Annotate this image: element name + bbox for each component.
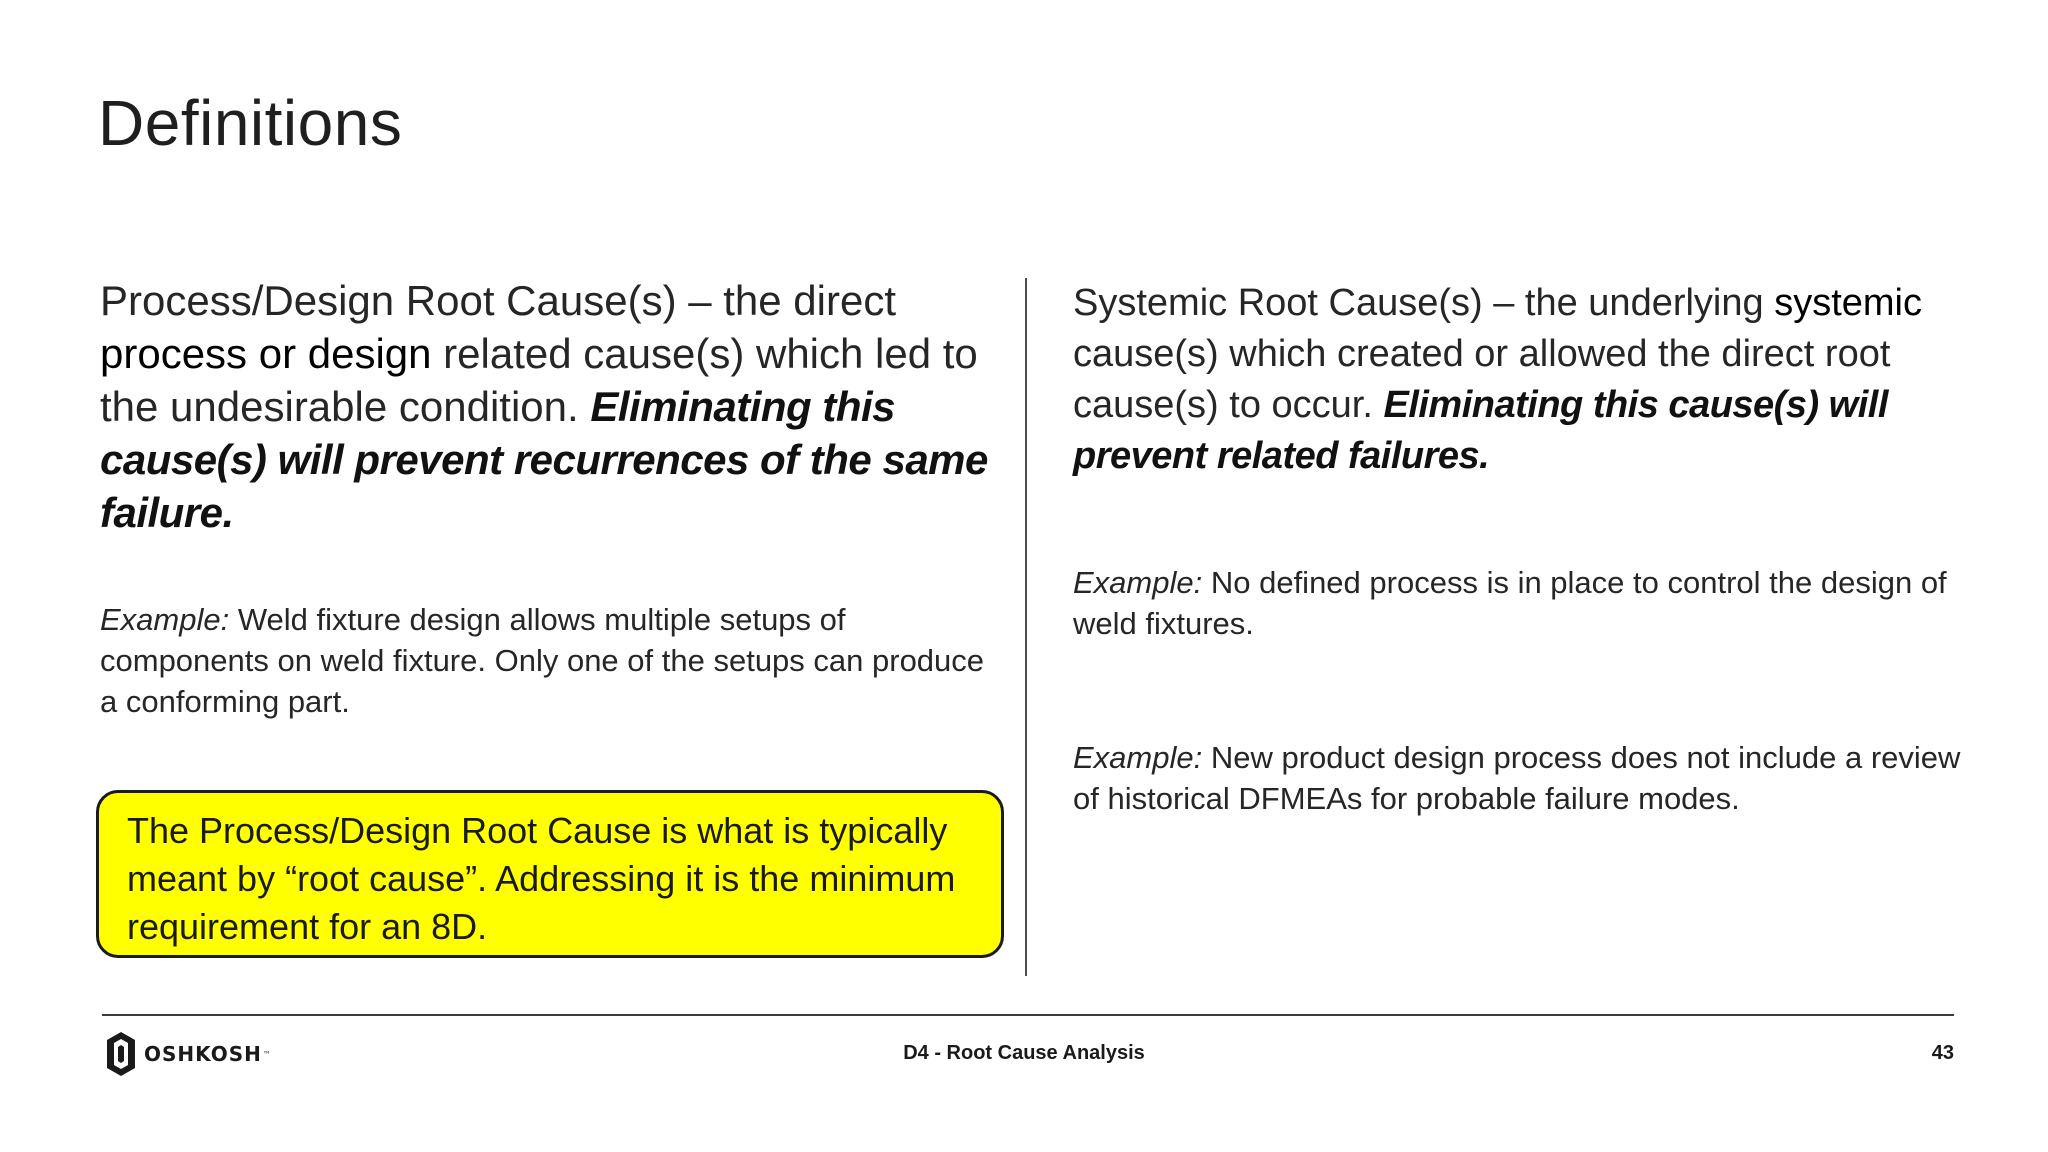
systemic-example-2-text: New product design process does not include a review of historical DFMEAs for probable failure modes. — [1073, 740, 1961, 816]
process-design-emphasis: Eliminating this cause(s) will prevent recurrences of the same failure. — [100, 383, 988, 536]
systemic-example-1 — [1073, 562, 1973, 644]
systemic-example-2 — [1073, 737, 1973, 819]
process-design-example-label: Example: — [100, 602, 230, 637]
footer-section-title: D4 - Root Cause Analysis — [903, 1042, 1145, 1064]
page-number: 43 — [1931, 1042, 1954, 1064]
systemic-emphasis: Eliminating this cause(s) will prevent related failures. — [1073, 384, 1888, 477]
column-divider — [1025, 278, 1027, 976]
root-cause-callout — [96, 790, 1004, 958]
systemic-keyword: systemic — [1774, 282, 1922, 324]
systemic-example-1-text: No defined process is in place to control the design of weld fixtures. — [1073, 565, 1947, 641]
systemic-root-cause-column — [1073, 278, 1973, 819]
process-design-example — [100, 599, 1000, 722]
logo-wordmark: OSHKOSH — [144, 1042, 262, 1066]
systemic-definition — [1073, 278, 1973, 482]
callout-text: The Process/Design Root Cause is what is typically meant by “root cause”. Addressing it is the minimum requirement for an 8D. — [127, 810, 956, 947]
systemic-definition-rest: cause(s) which created or allowed the direct root cause(s) to occur. — [1073, 333, 1891, 426]
slide-title: Definitions — [98, 87, 403, 159]
logo-trademark: ™ — [262, 1049, 271, 1059]
systemic-example-2-label: Example: — [1073, 740, 1203, 775]
footer-rule — [102, 1014, 1954, 1016]
process-design-example-text: Weld fixture design allows multiple setups of components on weld fixture. Only one of the setups can produce a conforming part. — [100, 602, 985, 719]
systemic-example-1-label: Example: — [1073, 565, 1203, 600]
systemic-definition-prefix: Systemic Root Cause(s) – the underlying — [1073, 282, 1775, 324]
process-design-definition — [100, 274, 1000, 539]
process-design-root-cause-column — [100, 274, 1000, 722]
process-design-definition-rest: related cause(s) which led to the undesirable condition. — [100, 330, 978, 430]
process-design-keyword: process or design — [100, 330, 432, 377]
process-design-definition-prefix: Process/Design Root Cause(s) – the direct — [100, 277, 897, 324]
